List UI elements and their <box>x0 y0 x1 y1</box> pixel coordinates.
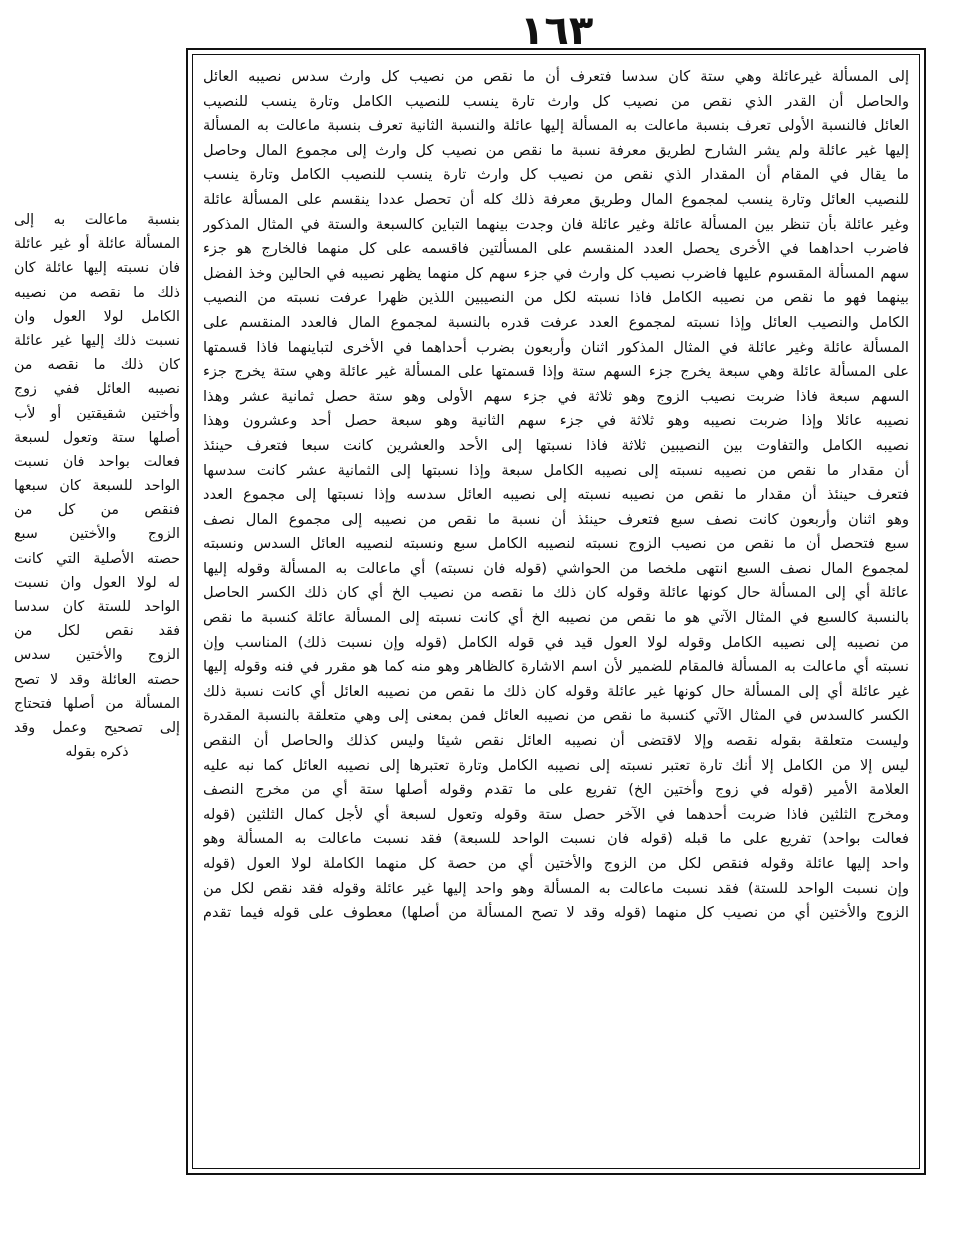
main-text-line: والحاصل أن القدر الذي نقص من نصيب كل وارث تارة ينسب للنصيب الكامل وتارة ينسب للنصيب <box>203 92 909 110</box>
main-text-line: واحد إليها عائلة وقوله فنقص لكل من الزوج والأختين أي من حصة كل منهما الكاملة لولا العول (قوله <box>203 855 909 872</box>
main-text-line: وهو اثنان وأربعون كانت نصف سبع فتعرف حينئذ أن نسبة ما نقص من نصيبه إلى مجموع المال نصف <box>203 510 909 528</box>
main-text-line: لمجموع المال نصف السبع انتهى ملخصا من الحواشي (قوله فان نسبته) أي ماعالت به المسألة وقوله إليها <box>203 559 909 577</box>
main-text-line: سبع فتحصل أن ما نقص من نصيب الزوج نسبته لنصيبه الكامل سبع ونسبته لنصيبه العائل السدس ونسبته <box>203 535 909 553</box>
main-text-line: أن مقدار ما نقص من نصيبه نسبته إلى نصيبه الكامل سبعة وإذا نسبتها إلى الثمانية عشر كانت سدسها <box>203 461 909 479</box>
margin-text-line: فعالت بواحد فان نسبت <box>14 453 180 470</box>
main-text-frame <box>186 48 926 1175</box>
margin-text-line: ذكره بقوله <box>65 744 129 761</box>
main-text-line: بينهما فهو ما نقص من نصيبه الكامل فاذا نسبته لكل من النصيبين اللذين ظهرا عرفت نسبته من النصيب <box>203 289 909 307</box>
main-text-line: غير عائلة أي إلى المسألة حال كونها غير عائلة وقوله كان ذلك ما نقص من نصيبه العائل أي كانت نسبة ذلك <box>203 682 909 700</box>
main-text-line: العائل فالنسبة الأولى تعرف بنسبة ماعالت به المسألة إليها عائلة والنسبة الثانية تعرف بنسبة ماعالت به المسألة <box>203 117 909 135</box>
margin-text-line: المسألة عائلة أو غير عائلة <box>14 236 180 253</box>
margin-text-line: الكامل لولا العول وان <box>14 308 180 325</box>
main-text-line: الكسر كالسدس في المثال الآتي كنسبة ما نقص من نصيبه العائل فمن بمعنى إلى وهي متعلقة بالنسبة المقدرة <box>203 707 909 725</box>
page-number: ١٦٣ <box>520 8 594 54</box>
margin-text-line: الواحد للستة كان سدسا <box>14 599 180 615</box>
main-text-line: فتعرف حينئذ أن مقدار ما نقص من نصيبه نسبته إلى نصيبه العائل سدسه وإذا نسبتها إلى مجموع العدد <box>203 486 909 504</box>
main-commentary-text <box>203 65 909 926</box>
margin-text-line: حصته العائلة وقد لا تصح <box>14 671 180 688</box>
main-text-inner-border <box>192 54 920 1169</box>
margin-commentary <box>14 208 180 764</box>
margin-text-line: فقد نقص لكل من <box>14 623 180 640</box>
main-text-line: على المسألة عائلة وهي سبعة يخرج جزء السهم ستة وإذا قسمتها على المسألة غير عائلة وهي ستة يخرج جزء <box>203 363 909 381</box>
margin-text-line: فان نسبته إليها عائلة كان <box>14 260 180 277</box>
margin-text-line: كان ذلك ما نقصه من <box>14 357 180 374</box>
main-text-line: فاضرب احداهما في الأخرى يحصل العدد المنقسم على المسألتين فاقسمه على كل منهما فالخارج هو جزء <box>203 240 909 258</box>
margin-text-line: إلى تصحيح وعمل وقد <box>14 719 180 736</box>
margin-text-line: له لولا العول وان نسبت <box>14 574 180 591</box>
main-text-line: وغير عائلة بأن تنظر بين المسألة عائلة وغير عائلة فان وجدت بينهما التباين كالسبعة والستة في المثال المذكور <box>203 215 909 233</box>
main-text-line: نصيبه الكامل والتفاوت بين النصيبين ثلاثة فاذا نسبتها إلى الأحد والعشرين كانت سبعا فتعرف حينئذ <box>203 436 909 454</box>
main-text-line: وإن نسبت الواحد للستة) فقد نسبت ماعالت به المسألة وهو واحد إليها غير عائلة وقوله فقد نقص لكل من <box>203 879 909 897</box>
margin-text-line: بنسبة ماعالت به إلى <box>14 212 180 228</box>
margin-text-line: الواحد للسبعة كان سبعها <box>14 478 180 495</box>
margin-text-line: أصلها ستة وتعول لسبعة <box>14 429 180 446</box>
main-text-line: الكامل والنصيب العائل وإذا نسبته لمجموع العدد عرفت قدره بالنسبة لمجموع المال فالعدد المنقسم على <box>203 313 909 331</box>
main-text-line: وليست متعلقة بقوله نقصه وإلا لاقتضى أن نصيبه العائل نقص شيئا وليس كذلك والحاصل أن النقص <box>203 732 909 750</box>
margin-text-line: وأختين شقيقتين أو لأب <box>14 405 180 422</box>
margin-text-line: فنقص من كل من <box>14 502 180 519</box>
main-text-line: ومخرج الثلثين فاذا ضربت أحدهما في الآخر حصل ستة وقوله وتعول لسبعة أي لأجل كمال الثلثين (قوله <box>203 805 909 823</box>
margin-text-line: الزوج والأختين سبع <box>14 526 180 543</box>
margin-text-line: المسألة من أصلها فتحتاج <box>14 695 180 712</box>
margin-text-line: نصيبه العائل ففي زوج <box>14 381 180 398</box>
margin-text-line: نسبت ذلك إليها غير عائلة <box>14 332 180 349</box>
main-text-line: بالنسبة كالسبع في المثال الآتي هو ما نقص من نصيبه الخ أي كانت نسبته إلى المسألة عائلة كنسبة ما نقص <box>203 609 909 627</box>
main-text-line: نسبته أي ماعالت به المسألة فالمقام للضمير لأن اسم الاشارة كالظاهر وهو منه كما هو مقرر في فنه وقوله إليها <box>203 658 909 676</box>
main-text-line: العلامة الأمير (قوله في زوج وأختين الخ) تفريع على ما تقدم وقوله أصلها ستة أي من مخرج النصف <box>203 781 909 799</box>
main-text-line: سهم المسألة المقسوم عليها فاضرب نصيب كل وارث في جزء سهم كل منهما يظهر نصيبه في الحالين وخذ الفضل <box>203 264 909 282</box>
main-text-line: للنصيب العائل وتارة ينسب لمجموع المال وطريق معرفة ذلك كله أن تحصل عددا ينقسم على المسألة عائلة <box>203 190 909 208</box>
main-text-line: إلى المسألة غيرعائلة وهي ستة كان سدسا فتعرف أن ما نقص من نصيب كل وارث سدس نصيبه العائل <box>203 68 909 85</box>
main-text-line: السهم سبعة فاذا ضربت نصيب الزوج وهو ثلاثة في جزء سهم الأولى وهو ستة حصل ثمانية عشر وهذا <box>203 387 909 405</box>
main-text-line: المسألة عائلة وغير عائلة في المثال المذكور اثنان وأربعون بضرب أحداهما في الأخرى لتباينهما فاذا قسمتها <box>203 338 909 356</box>
main-text-line: نصيبه عائلا وإذا ضربت نصيبه وهو ثلاثة في جزء سهم الثانية وهو سبعة حصل أحد وعشرون وهذا <box>203 412 909 430</box>
main-text-line: إليها غير عائلة ولم يشر الشارح لطريق معرفة نسبة ما نقص من نصيب كل وارث إلى مجموع المال وحاصل <box>203 141 909 159</box>
main-text-line: من نصيبه إلى نصيبه الكامل وقوله لولا العول قيد في قوله الكامل (قوله وإن نسبت ذلك) المناسب وإن <box>203 633 909 651</box>
main-text-line: ليس إلا من الكامل إلا أنك تارة تعتبر نسبته إلى نصيبه الكامل وتارة تعتبرها إلى نصيبه العائل كما نبه عليه <box>203 756 909 774</box>
main-text-line: ما يقال في المقام أن المقدار الذي نقص من نصيب كل وارث تارة ينسب للنصيب الكامل وتارة ينسب <box>203 166 909 184</box>
main-text-line: عائلة أي إلى المسألة حال كونها عائلة وقوله كان ذلك ما نقصه من نصيب الخ أي كان ذلك الكسر الحاصل <box>203 584 909 602</box>
margin-text-line: الزوج والأختين سدس <box>14 647 180 664</box>
margin-text-line: حصته الأصلية التي كانت <box>14 550 180 567</box>
main-text-line: فعالت بواحد) تفريع على ما قبله (قوله فان نسبت الواحد للسبعة) فقد نسبت ماعالت به المسألة وهو <box>203 830 909 848</box>
main-text-line: الزوج والأختين أي من نصيب كل منهما (قوله وقد لا تصح المسألة من أصلها) معطوف على قوله فيما تقدم <box>203 904 909 922</box>
margin-text-line: ذلك ما نقصه من نصيبه <box>14 284 180 301</box>
